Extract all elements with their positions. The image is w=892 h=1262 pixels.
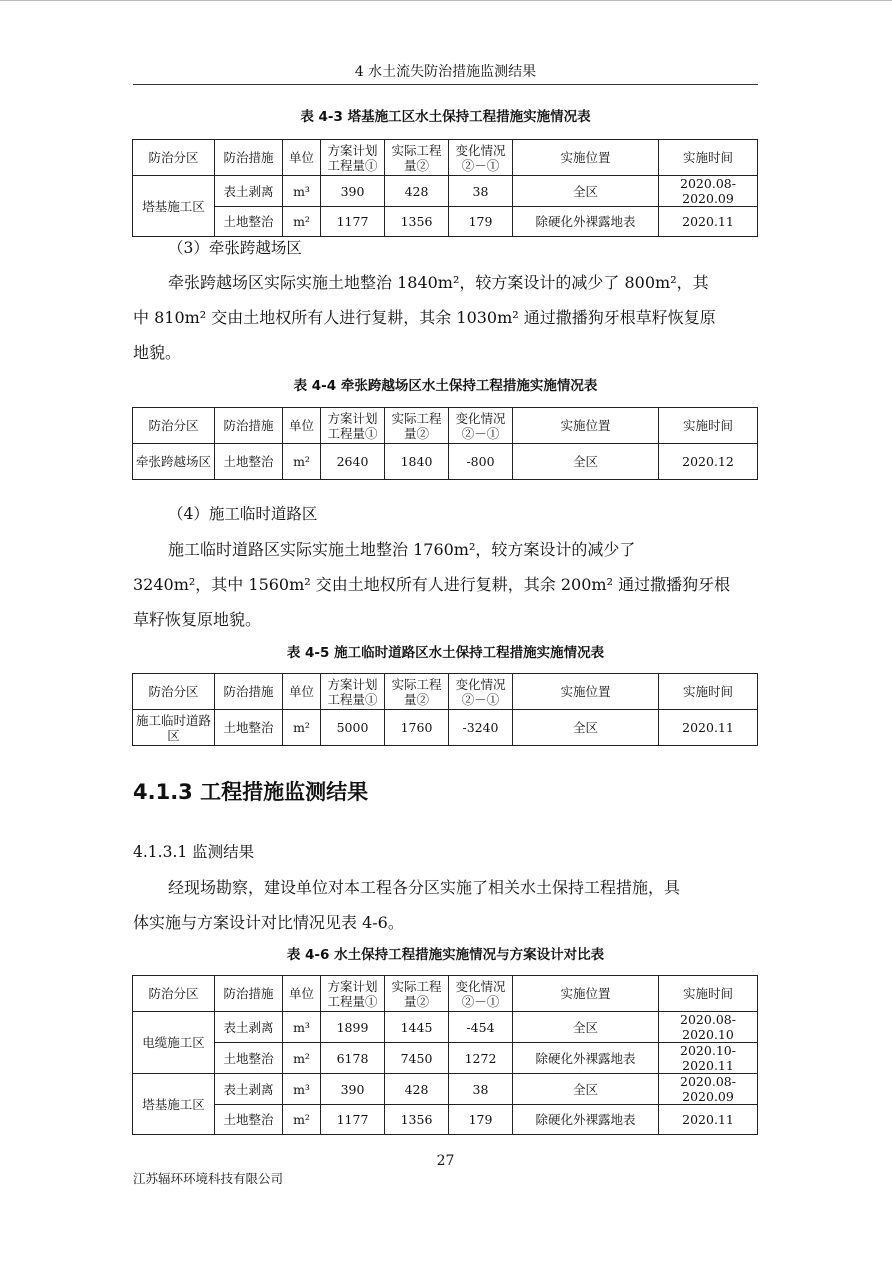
para-line: 经现场勘察，建设单位对本工程各分区实施了相关水土保持工程措施，具 [168, 878, 681, 897]
col-header: 实施位置 [513, 976, 659, 1012]
cell: 179 [449, 207, 513, 237]
cell: m² [283, 1043, 321, 1074]
table-4-5-caption: 表 4-5 施工临时道路区水土保持工程措施实施情况表 [286, 645, 605, 661]
col-header: 实施位置 [513, 674, 659, 710]
cell: 表土剥离 [215, 176, 283, 207]
cell: 428 [385, 176, 449, 207]
cell: 全区 [513, 1012, 659, 1043]
cell: m² [283, 207, 321, 237]
cell: 土地整治 [215, 1043, 283, 1074]
cell: 390 [321, 176, 385, 207]
table-4-4 [132, 407, 758, 480]
cell: 表土剥离 [215, 1012, 283, 1043]
col-header: 单位 [283, 674, 321, 710]
cell: -800 [449, 444, 513, 480]
cell: 5000 [321, 710, 385, 746]
cell: 全区 [513, 710, 659, 746]
cell: 2640 [321, 444, 385, 480]
table-row [133, 710, 758, 746]
table-row [133, 1074, 758, 1105]
col-header: 实际工程量② [385, 674, 449, 710]
cell: 2020.08-2020.09 [659, 176, 758, 207]
cell: m³ [283, 176, 321, 207]
cell: 除硬化外裸露地表 [513, 207, 659, 237]
cell: 2020.12 [659, 444, 758, 480]
section-4-1-3-paragraph [133, 870, 758, 940]
col-header: 实施时间 [659, 674, 758, 710]
col-header: 实际工程量② [385, 976, 449, 1012]
col-header: 变化情况②－① [449, 408, 513, 444]
cell: 1177 [321, 207, 385, 237]
cell: 2020.08-2020.09 [659, 1074, 758, 1105]
cell: 1272 [449, 1043, 513, 1074]
col-header: 单位 [283, 140, 321, 176]
cell: 土地整治 [215, 710, 283, 746]
header-row [133, 140, 758, 176]
cell: 全区 [513, 444, 659, 480]
col-header: 防治措施 [215, 140, 283, 176]
para-line: 体实施与方案设计对比情况见表 4-6。 [133, 913, 404, 932]
cell: -3240 [449, 710, 513, 746]
section-3-heading: （3）牵张跨越场区 [168, 239, 302, 257]
col-header: 方案计划工程量① [321, 674, 385, 710]
cell: 2020.08-2020.10 [659, 1012, 758, 1043]
col-header: 防治措施 [215, 674, 283, 710]
table-4-3-caption: 表 4-3 塔基施工区水土保持工程措施实施情况表 [300, 109, 591, 125]
cell: 390 [321, 1074, 385, 1105]
col-header: 防治分区 [133, 976, 215, 1012]
cell: -454 [449, 1012, 513, 1043]
col-header: 变化情况②－① [449, 140, 513, 176]
table-row [133, 1012, 758, 1043]
page-number: 27 [436, 1153, 455, 1169]
top-border [0, 0, 892, 1]
table-4-4-caption: 表 4-4 牵张跨越场区水土保持工程措施实施情况表 [293, 378, 598, 394]
zone-cell: 塔基施工区 [133, 1074, 215, 1135]
section-4-1-3-1-heading: 4.1.3.1 监测结果 [133, 843, 255, 861]
table-row [133, 207, 758, 237]
header-row [133, 674, 758, 710]
table-4-3 [132, 139, 758, 237]
col-header: 实际工程量② [385, 140, 449, 176]
col-header: 方案计划工程量① [321, 408, 385, 444]
col-header: 实施位置 [513, 140, 659, 176]
cell: 1445 [385, 1012, 449, 1043]
cell: 1840 [385, 444, 449, 480]
para-line: 3240m²，其中 1560m² 交由土地权所有人进行复耕，其余 200m² 通过撒播狗牙根 [133, 575, 731, 594]
col-header: 实际工程量② [385, 408, 449, 444]
zone-cell: 牵张跨越场区 [133, 444, 215, 480]
col-header: 变化情况②－① [449, 976, 513, 1012]
table-4-6 [132, 975, 758, 1135]
col-header: 防治措施 [215, 408, 283, 444]
zone-cell: 电缆施工区 [133, 1012, 215, 1074]
section-3-paragraph [133, 265, 758, 370]
cell: m² [283, 1105, 321, 1135]
para-line: 牵张跨越场区实际实施土地整治 1840m²，较方案设计的减少了 800m²，其 [168, 273, 709, 292]
table-row [133, 1105, 758, 1135]
para-line: 中 810m² 交由土地权所有人进行复耕，其余 1030m² 通过撒播狗牙根草籽恢复原 [133, 308, 716, 327]
cell: 表土剥离 [215, 1074, 283, 1105]
col-header: 实施时间 [659, 976, 758, 1012]
cell: 除硬化外裸露地表 [513, 1043, 659, 1074]
para-line: 草籽恢复原地貌。 [133, 610, 262, 629]
col-header: 实施时间 [659, 408, 758, 444]
section-4-paragraph [133, 532, 758, 637]
col-header: 变化情况②－① [449, 674, 513, 710]
cell: m³ [283, 1074, 321, 1105]
cell: 6178 [321, 1043, 385, 1074]
cell: 土地整治 [215, 1105, 283, 1135]
cell: 除硬化外裸露地表 [513, 1105, 659, 1135]
cell: 1356 [385, 207, 449, 237]
cell: 7450 [385, 1043, 449, 1074]
table-row [133, 176, 758, 207]
col-header: 实施位置 [513, 408, 659, 444]
header-row [133, 408, 758, 444]
table-4-5 [132, 673, 758, 746]
cell: m² [283, 444, 321, 480]
cell: 土地整治 [215, 207, 283, 237]
zone-cell: 塔基施工区 [133, 176, 215, 237]
cell: m² [283, 710, 321, 746]
cell: 1177 [321, 1105, 385, 1135]
cell: 土地整治 [215, 444, 283, 480]
col-header: 防治分区 [133, 674, 215, 710]
cell: 1356 [385, 1105, 449, 1135]
cell: 1760 [385, 710, 449, 746]
zone-cell: 施工临时道路区 [133, 710, 215, 746]
page-header: 4 水土流失防治措施监测结果 [354, 64, 537, 80]
section-4-1-3-heading: 4.1.3 工程措施监测结果 [133, 780, 369, 804]
footer-company: 江苏辐环环境科技有限公司 [133, 1171, 284, 1186]
header-row [133, 976, 758, 1012]
section-4-heading: （4）施工临时道路区 [168, 505, 318, 523]
para-line: 施工临时道路区实际实施土地整治 1760m²，较方案设计的减少了 [168, 540, 636, 559]
cell: 38 [449, 1074, 513, 1105]
table-row [133, 444, 758, 480]
col-header: 防治分区 [133, 408, 215, 444]
col-header: 防治措施 [215, 976, 283, 1012]
col-header: 实施时间 [659, 140, 758, 176]
cell: 179 [449, 1105, 513, 1135]
cell: 2020.11 [659, 207, 758, 237]
cell: 2020.11 [659, 710, 758, 746]
col-header: 单位 [283, 408, 321, 444]
table-row [133, 1043, 758, 1074]
para-line: 地貌。 [133, 343, 182, 362]
col-header: 方案计划工程量① [321, 976, 385, 1012]
cell: 全区 [513, 176, 659, 207]
header-rule [133, 84, 758, 85]
cell: 1899 [321, 1012, 385, 1043]
cell: 428 [385, 1074, 449, 1105]
cell: 2020.10-2020.11 [659, 1043, 758, 1074]
cell: 全区 [513, 1074, 659, 1105]
cell: 38 [449, 176, 513, 207]
cell: 2020.11 [659, 1105, 758, 1135]
cell: m³ [283, 1012, 321, 1043]
table-4-6-caption: 表 4-6 水土保持工程措施实施情况与方案设计对比表 [286, 947, 605, 963]
col-header: 方案计划工程量① [321, 140, 385, 176]
col-header: 防治分区 [133, 140, 215, 176]
col-header: 单位 [283, 976, 321, 1012]
